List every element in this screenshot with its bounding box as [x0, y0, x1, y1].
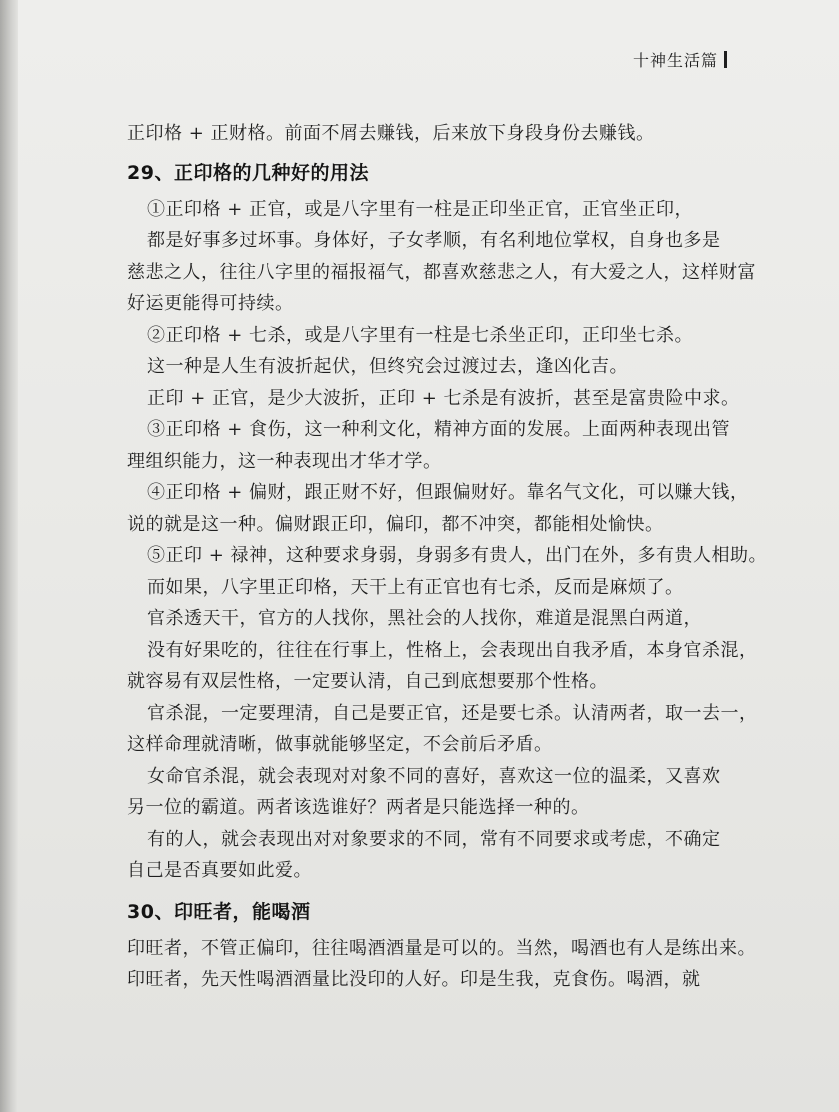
body-line: 另一位的霸道。两者该选谁好？两者是只能选择一种的。 — [127, 797, 590, 818]
body-line: 就容易有双层性格，一定要认清，自己到底想要那个性格。 — [127, 671, 608, 692]
body-line: 官杀混，一定要理清，自己是要正官，还是要七杀。认清两者，取一去一， — [147, 702, 758, 724]
body-line: ②正印格 + 七杀，或是八字里有一柱是七杀坐正印，正印坐七杀。 — [147, 324, 694, 346]
body-line: 有的人，就会表现出对对象要求的不同，常有不同要求或考虑，不确定 — [147, 828, 721, 850]
body-line: 说的就是这一种。偏财跟正印，偏印，都不冲突，都能相处愉快。 — [127, 513, 664, 535]
body-line: ①正印格 + 正官，或是八字里有一柱是正印坐正官，正官坐正印， — [147, 198, 694, 220]
section-heading-29: 29、正印格的几种好的用法 — [127, 161, 369, 184]
body-line: 这样命理就清晰，做事就能够坚定，不会前后矛盾。 — [127, 734, 553, 755]
body-line: 慈悲之人，往往八字里的福报福气，都喜欢慈悲之人，有大爱之人，这样财富 — [127, 261, 756, 283]
running-header — [633, 48, 727, 71]
body-line: 而如果，八字里正印格，天干上有正官也有七杀，反而是麻烦了。 — [147, 576, 684, 598]
body-line: 好运更能得可持续。 — [127, 293, 294, 314]
body-line: 正印 + 正官，是少大波折，正印 + 七杀是有波折，甚至是富贵险中求。 — [147, 387, 740, 409]
body-line: ④正印格 + 偏财，跟正财不好，但跟偏财好。靠名气文化，可以赚大钱， — [147, 482, 749, 503]
section-heading-30: 30、印旺者，能喝酒 — [127, 900, 311, 923]
page-body — [127, 118, 768, 996]
body-line: 印旺者，不管正偏印，往往喝酒酒量是可以的。当然，喝酒也有人是练出来。 — [127, 937, 756, 959]
body-line: 官杀透天干，官方的人找你，黑社会的人找你，难道是混黑白两道， — [147, 608, 702, 629]
body-line: ⑤正印 + 禄神，这种要求身弱，身弱多有贵人，出门在外，多有贵人相助。 — [147, 545, 768, 566]
body-line: 理组织能力，这一种表现出才华才学。 — [127, 450, 442, 472]
body-line: ③正印格 + 食伤，这一种利文化，精神方面的发展。上面两种表现出管 — [147, 419, 731, 440]
body-line: 这一种是人生有波折起伏，但终究会过渡过去，逢凶化吉。 — [147, 356, 628, 377]
book-gutter — [0, 0, 18, 1112]
header-bar-mark — [724, 51, 727, 68]
body-line: 印旺者，先天性喝酒酒量比没印的人好。印是生我，克食伤。喝酒，就 — [127, 969, 701, 990]
running-header-title: 十神生活篇 — [632, 51, 718, 70]
body-line: 没有好果吃的，往往在行事上，性格上，会表现出自我矛盾，本身官杀混， — [147, 639, 758, 661]
body-line: 正印格 + 正财格。前面不屑去赚钱，后来放下身段身份去赚钱。 — [127, 123, 655, 144]
body-line: 都是好事多过坏事。身体好，子女孝顺，有名利地位掌权，自身也多是 — [147, 230, 721, 251]
body-line: 女命官杀混，就会表现对对象不同的喜好，喜欢这一位的温柔，又喜欢 — [147, 765, 721, 787]
body-line: 自己是否真要如此爱。 — [127, 860, 312, 881]
